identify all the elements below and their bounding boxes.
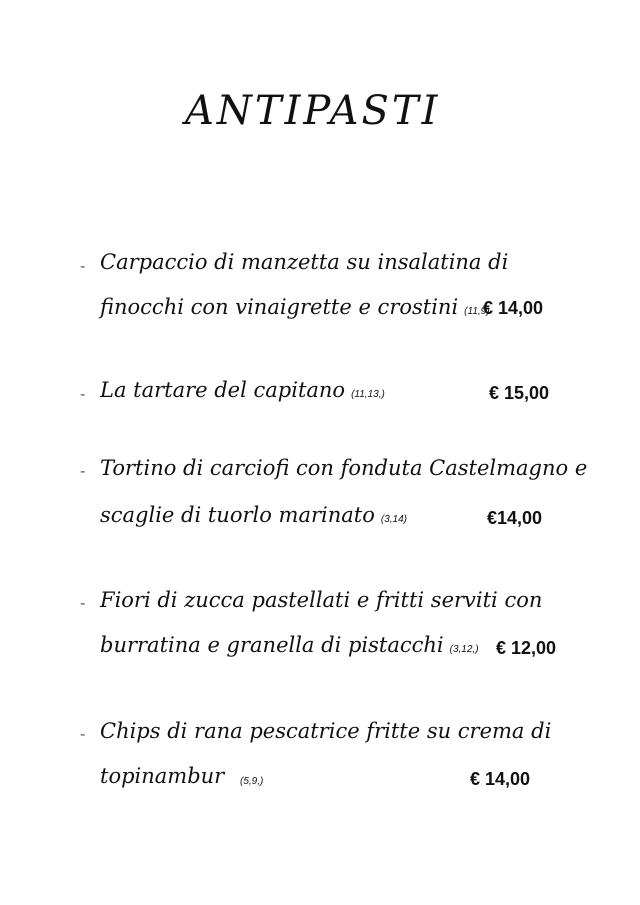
allergens: (5,9,) xyxy=(240,776,264,787)
item-name-line: topinambur xyxy=(100,764,225,788)
item-name-line xyxy=(100,295,490,319)
item-name-line xyxy=(100,378,385,402)
item-name-line: Chips di rana pescatrice fritte su crema di xyxy=(100,719,552,743)
dash-bullet: - xyxy=(80,384,86,403)
allergens: (3,14) xyxy=(380,514,407,525)
price: €14,00 xyxy=(487,508,543,528)
item-name-text: finocchi con vinaigrette e crostini xyxy=(100,295,459,319)
dash-bullet: - xyxy=(80,593,86,612)
price: € 15,00 xyxy=(489,383,550,403)
item-name-text: La tartare del capitano xyxy=(100,378,346,402)
dash-bullet: - xyxy=(80,461,86,480)
item-name-line: Tortino di carciofi con fonduta Castelmagno e xyxy=(100,456,588,480)
dash-bullet: - xyxy=(80,256,86,275)
item-name-line: Fiori di zucca pastellati e fritti serviti con xyxy=(100,588,543,612)
item-name-text: scaglie di tuorlo marinato xyxy=(100,503,375,527)
item-name-line xyxy=(100,503,407,527)
allergens: (11,9) xyxy=(464,306,490,317)
price: € 12,00 xyxy=(496,638,557,658)
allergens: (11,13,) xyxy=(351,389,385,400)
allergens: (3,12,) xyxy=(449,644,479,655)
item-name-line xyxy=(100,633,479,657)
page-title: ANTIPASTI xyxy=(185,88,441,134)
price: € 14,00 xyxy=(483,298,544,318)
price: € 14,00 xyxy=(470,769,531,789)
dash-bullet: - xyxy=(80,724,86,743)
item-name-text: burratina e granella di pistacchi xyxy=(100,633,444,657)
item-name-line: Carpaccio di manzetta su insalatina di xyxy=(100,250,509,274)
